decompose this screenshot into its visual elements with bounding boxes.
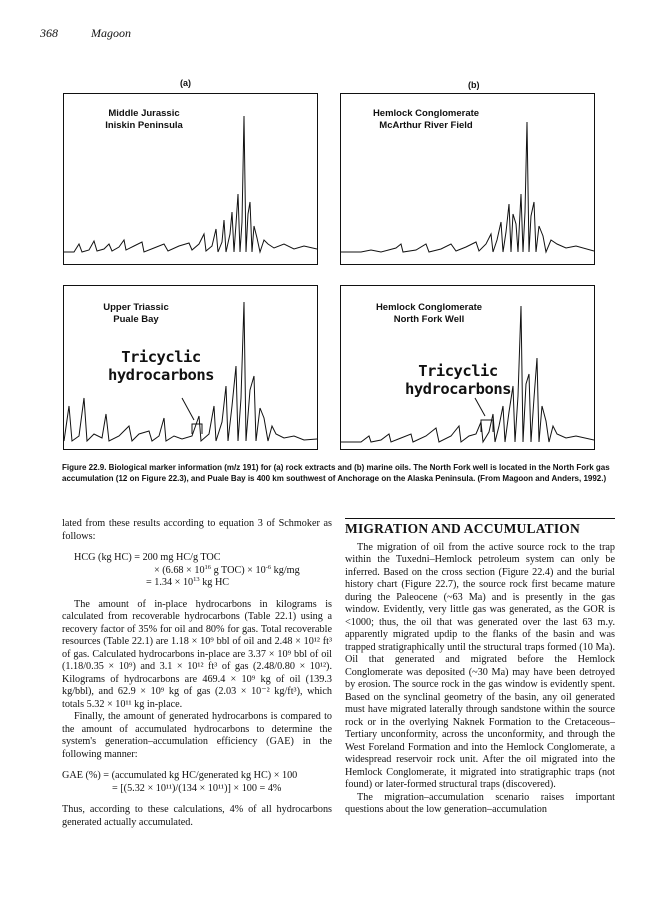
panel-title: Middle Jurassic Iniskin Peninsula — [105, 108, 183, 131]
chromatogram-panel-b-bottom — [340, 285, 595, 450]
page-number: 368 — [40, 26, 58, 40]
equation-gae: GAE (%) = (accumulated kg HC/generated kg HC) × 100 = [(5.32 × 10¹¹)/(134 × 10¹¹)] × 100 = 4% — [62, 770, 298, 794]
chromatogram-panel-b-top — [340, 93, 595, 265]
left-column — [62, 518, 332, 829]
chromatogram-panel-a-top — [63, 93, 318, 265]
right-column — [345, 518, 615, 817]
chromatogram-panel-a-bottom — [63, 285, 318, 450]
annotation-tricyclic-hydrocarbons: Tricyclic hydrocarbons — [108, 348, 214, 384]
paragraph: The migration–accumulation scenario raises important questions about the low generation–accumulation — [345, 791, 615, 815]
equation-hcg: HCG (kg HC) = 200 mg HC/g TOC × ($6.68 \times 10^{16}$ g $TOC) \times 10^{-6}$ kg/mg = $1.34 \times 10^{13}$ kg HC — [74, 552, 300, 588]
paragraph: The amount of in-place hydrocarbons in kilograms is calculated from recoverable hydrocarbons (Table 22.1) using a recovery factor of 35% for oil and 80% for gas. Total recoverable resources (Table 22.1) are 1.18 × 10⁹ bbl of oil and 2.48 × 10¹² ft³ of gas. Calculated hydrocarbons in-place are 3.37 × 10⁹ bbl of oil (1.18/0.35 × 10⁹) and 3.1 × 10¹² ft³ of gas (2.48/0.80 × 10¹²). Kilograms of hydrocarbons are 469.4 × 10⁹ kg of oil (139.3 kg/bbl), and 62.9 × 10⁹ kg of gas (2.03 × 10⁻² kg/ft³), which totals 5.32 × 10¹¹ kg in-place. — [62, 598, 332, 710]
figure-label-a: (a) — [180, 78, 191, 88]
paragraph: Thus, according to these calculations, 4% of all hydrocarbons generated actually accumulated. — [62, 804, 332, 828]
running-header — [40, 26, 161, 41]
figure-caption: Figure 22.9. Biological marker information (m/z 191) for (a) rock extracts and (b) marine oils. The North Fork well is located in the North Fork gas accumulation (12 on Figure 22.3), and Puale Bay is 400 km southwest of Anchorage on the Alaska Peninsula. (From Magoon and Anders, 1992.) — [62, 463, 610, 483]
section-heading: MIGRATION AND ACCUMULATION — [345, 518, 615, 536]
paragraph: The migration of oil from the active source rock to the trap within the Tuxedni–Hemlock petroleum system can only be inferred. Based on the cross section (Figure 22.4) and the burial history chart (Figure 22.7), the source rock first became mature during the Paleocene (~63 Ma) and is presently in the gas window. Evidently, very little gas was generated, as the GOR is <1000; thus, the oil that was generated over the last 63 m.y. apparently migrated updip to the flanks of the basin and was trapped stratigraphically until the structural traps formed (10 Ma). Oil that generated and migrated before the Hemlock Conglomerate was deposited (~30 Ma) may have been detroyed by erosion. The source rock in the gas window is evidently spent. Based on the synclinal geometry of the basin, any oil generated must have migrated laterally through sandstone within the source rock or in the overlying Naknek Formation to the Cretaceous–Tertiary unconformity, across the unconformity, and through the West Foreland Formation and into the Hemlock Conglomerate, a widespread reservoir rock unit. After the oil migrated into the Hemlock Conglomerate, it migrated into stratigraphic traps (not found) or later-formed structural traps (discovered). — [345, 541, 615, 790]
running-head-author: Magoon — [91, 26, 131, 40]
panel-title: Hemlock Conglomerate McArthur River Field — [372, 108, 480, 131]
panel-title: Upper Triassic Puale Bay — [103, 302, 169, 325]
figure-label-b: (b) — [468, 80, 480, 90]
paragraph: lated from these results according to equation 3 of Schmoker as follows: — [62, 518, 332, 542]
panel-title: Hemlock Conglomerate North Fork Well — [375, 302, 483, 325]
paragraph: Finally, the amount of generated hydrocarbons is compared to the amount of accumulated hydrocarbons to determine the system's generation–accumulation efficiency (GAE) in the following manner: — [62, 711, 332, 760]
annotation-tricyclic-hydrocarbons: Tricyclic hydrocarbons — [405, 362, 511, 398]
